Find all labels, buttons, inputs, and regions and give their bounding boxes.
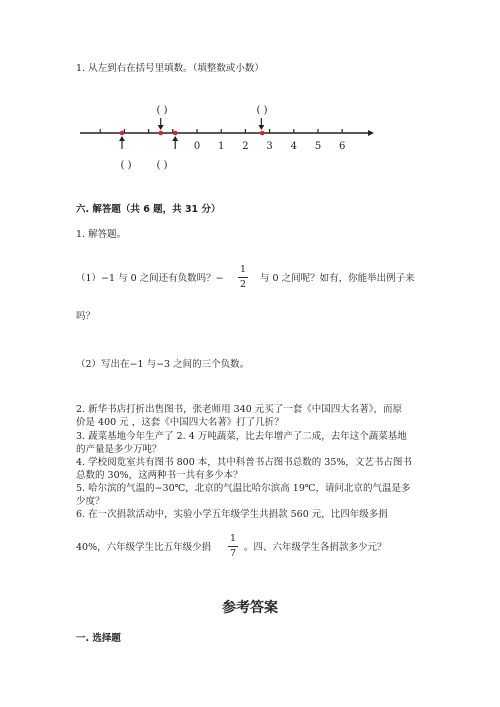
section-title: 六. 解答题（共 6 题，共 31 分） (76, 204, 221, 215)
question-fill-numbers: 1. 从左到右在括号里填数。（填整数或小数） (76, 63, 264, 74)
arrow-up-head (119, 136, 125, 141)
problem-3-line-1: 3. 蔬菜基地今年生产了 2. 4 万吨蔬菜，比去年增产了二成，去年这个蔬菜基地 (76, 431, 407, 442)
problem-1-part-b: （2）写出在−1 与−3 之间的三个负数。 (76, 359, 250, 370)
tick-label: 0 (193, 141, 201, 152)
problem-1-part-a-continued: 与 0 之间呢？如有，你能举出例子来 (260, 273, 415, 284)
arrow-down-head (158, 125, 164, 130)
number-line (80, 105, 374, 171)
fraction-denominator: 2 (239, 279, 247, 290)
fraction-bar (228, 546, 238, 547)
answer-blank: ( ) (156, 160, 168, 171)
problem-1-part-a-end: 吗？ (76, 311, 96, 322)
problem-4-line-1: 4. 学校阅览室共有图书 800 本，其中科普书占图书总数的 35%，文艺书占图书 (76, 457, 412, 468)
fraction-one-seventh (226, 533, 240, 560)
tick-label: 4 (290, 141, 297, 152)
problem-1-part-a: （1）−1 与 0 之间还有负数吗？− (76, 273, 224, 284)
fraction-one-half (236, 264, 250, 291)
point-marker (120, 131, 125, 136)
number-line-figure (0, 0, 500, 200)
point-marker (158, 131, 163, 136)
fraction-numerator: 1 (229, 533, 237, 544)
tick-label: 6 (339, 141, 346, 152)
answer-blank: ( ) (156, 105, 168, 116)
fraction-bar (238, 277, 248, 278)
problem-2-line-1: 2. 新华书店打折出售图书，张老师用 340 元买了一套《中国四大名著》，而原 (76, 404, 403, 415)
problem-1-title: 1. 解答题。 (76, 229, 127, 240)
problem-4-line-2: 总数的 30%，这两种书一共有多少本？ (76, 470, 243, 481)
problem-6-line-1: 6. 在一次捐款活动中，实验小学五年级学生共捐款 560 元，比四年级多捐 (76, 509, 388, 520)
problem-6-line-2a: 40%，六年级学生比五年级少捐 (76, 542, 212, 553)
answers-subtitle: 一. 选择题 (76, 633, 121, 644)
tick-label: 1 (218, 141, 225, 152)
problem-5-line-1: 5. 哈尔滨的气温的−30℃，北京的气温比哈尔滨高 19℃，请问北京的气温是多 (76, 483, 411, 494)
fraction-denominator: 7 (229, 548, 237, 559)
answers-title: 参考答案 (222, 600, 278, 616)
problem-5-line-2: 少度？ (76, 496, 105, 507)
axis-arrowhead (368, 130, 374, 136)
point-marker (260, 131, 265, 136)
fraction-numerator: 1 (239, 264, 247, 275)
arrow-up-head (172, 136, 178, 141)
tick-label: 3 (266, 141, 273, 152)
problem-6-line-2b: 。四、六年级学生各捐款多少元？ (244, 542, 387, 553)
point-marker (173, 131, 178, 136)
problem-3-line-2: 的产量是多少万吨？ (76, 444, 162, 455)
problem-2-line-2: 价是 400 元 ，这套《中国四大名著》打了几折？ (76, 417, 284, 428)
tick-label: 2 (242, 141, 249, 152)
answer-blank: ( ) (120, 160, 132, 171)
arrow-down-head (258, 125, 264, 130)
tick-label: 5 (314, 141, 322, 152)
answer-blank: ( ) (256, 105, 268, 116)
